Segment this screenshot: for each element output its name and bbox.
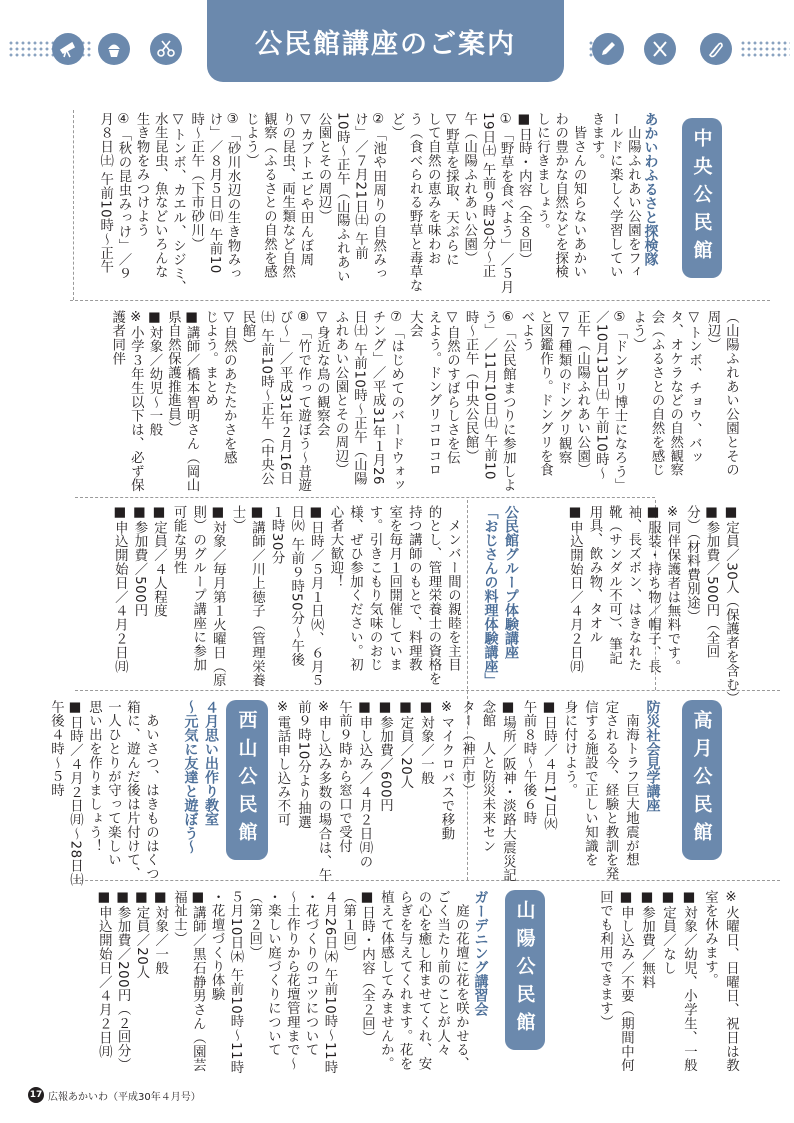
chuo-text-line: ■対象／幼児～一般: [146, 310, 162, 437]
group-course-line: ■講師／川上徳子（管理栄養: [249, 505, 265, 688]
chuo-text-line: け」／８月５日㈰ 午前10: [206, 112, 222, 274]
chuo-text-line: ▽自然のあたたかさを感: [221, 310, 237, 465]
sanyo-text-line: ■申込開始日／４月２日㈪: [96, 890, 112, 1059]
group-course-line: 室を毎月１回開催していま: [386, 505, 402, 672]
group-course-line: 様、ぜひ参加ください。初: [347, 505, 363, 672]
chuo-text-line: 月８日㈯ 午前10時～正午: [97, 112, 113, 274]
chuo-info-line: 分）（材料費別途）: [684, 505, 700, 624]
chuo-text-line: しに行きましょう。: [534, 112, 550, 238]
chuo-text-line: ④「秋の昆虫みっけ」／９: [115, 112, 131, 281]
chuo-text-line: ／10月13日㈯ 午前10時～: [593, 310, 609, 481]
chuo-text-line: 19日㈯ 午前９時30分～正: [479, 112, 495, 278]
sanyo-text-line: ・花づくりのコツについて: [303, 890, 319, 1057]
sanyo-text-line: ■定員／20人: [133, 890, 149, 980]
takatsuki-text-line: ※申し込み多数の場合は、午: [316, 700, 331, 883]
paperclip-icon: [700, 33, 732, 65]
info-line: ■参加費／無料: [639, 890, 655, 989]
takatsuki-text-line: ■場所／阪神・淡路大震災記: [500, 700, 516, 883]
divider: [70, 300, 770, 301]
telescope-icon: [52, 33, 84, 65]
sanyo-text-line: ごく当たり前のことが人々: [434, 890, 450, 1057]
info-line: 室を休みます。: [702, 890, 718, 988]
dot-pattern-right-end: [740, 40, 790, 58]
pencil-icon: [592, 33, 624, 65]
page-number: 17: [28, 1087, 44, 1103]
sanyo-text-line: ■参加費／200円（２回分）: [115, 890, 131, 1072]
chuo-text-line: ▽トンボ、カエル、シジミ、: [170, 112, 186, 295]
info-line: ■定員／なし: [660, 890, 676, 975]
sanyo-text-line: （第２回）: [246, 890, 262, 960]
takatsuki-text-line: ■参加費／600円: [377, 700, 393, 813]
chuo-text-line: ▽カブトエビや田んぼ周: [297, 112, 313, 267]
takatsuki-text-line: 南海トラフ巨大地震が想: [623, 700, 639, 867]
group-course-heading: 公民館グループ体験講座 「おじさんの料理体験講座」: [482, 505, 519, 687]
chuo-text-line: 水生昆虫、魚などいろんな: [152, 112, 168, 279]
chuo-text-line: 大会: [407, 310, 423, 338]
group-course-line: ■申込開始日／４月２日㈪: [112, 505, 128, 674]
chuo-text-line: じよう。まとめ: [202, 310, 218, 408]
chuo-text-line: ㈯ 午前10時～正午（中央公: [258, 310, 274, 486]
chuo-text-line: 10時～正午（山陽ふれあい: [334, 112, 350, 283]
sanyo-text-line: ■講師／黒石静男さん（園芸: [190, 890, 206, 1073]
group-course-line: ■対象／毎月第１火曜日（原: [210, 505, 226, 688]
takatsuki-text-line: ■定員／20人: [398, 700, 413, 790]
chuo-text-line: ▽トンボ、チョウ、バッ: [686, 310, 702, 465]
chuo-text-line: ③「砂川水辺の生き物みっ: [225, 112, 241, 281]
sanyo-text-line: ■対象／一般: [152, 890, 168, 975]
chuo-text-line: チング」／平成31年１月26: [370, 310, 386, 486]
chuo-text-line: 時～正午（下市砂川）: [188, 112, 204, 251]
nishiyama-text-line: 箱に、遊んだ後は片付けて、: [124, 700, 140, 881]
sanyo-text-line: 庭の花壇に花を咲かせる、: [453, 890, 469, 1071]
chuo-text-line: 時～正午（中央公民館）: [463, 310, 479, 463]
scissors-icon: [150, 33, 182, 65]
takatsuki-text-line: 前９時10分より抽選: [295, 700, 311, 830]
nishiyama-text-line: 一人ひとりが守って楽しい: [105, 700, 121, 867]
chuo-text-line: と図鑑作り。ドングリを食: [537, 310, 553, 477]
sanyo-label: 山陽公民館: [505, 890, 545, 1050]
sanyo-text-line: ５月10日㈭ 午前10時～11時: [227, 890, 243, 1074]
chuo-text-line: ※小学３年生以下は、必ず保: [128, 310, 144, 493]
chuo-text-line: ①「野草を食べよう」／５月: [498, 112, 514, 295]
group-course-line: ■定員／４人程度: [151, 505, 167, 618]
group-course-line: ■参加費／500円: [131, 505, 147, 618]
chuo-text-line: う」／11月10日㈯ 午前10: [481, 310, 497, 481]
chuo-info-line: ※同伴保護者は無料です。: [665, 505, 680, 674]
chuo-info-line: 用具、飲み物、タオル: [587, 505, 602, 644]
chuo-text-line: べよう: [518, 310, 534, 352]
sanyo-text-line: 福祉士）: [171, 890, 187, 946]
sanyo-text-line: 植えて体感してみませんか。: [378, 890, 394, 1071]
sanyo-text-line: ・楽しい庭づくりについて: [265, 890, 281, 1057]
info-line: 回でも利用できます）: [597, 890, 613, 1029]
takatsuki-text-line: ■申し込み／４月２日㈪の: [357, 700, 372, 869]
chuo-info-line: ■参加費／500円（全回: [704, 505, 719, 659]
chuo-text-line: ▽７種類のドングリ観察: [556, 310, 572, 465]
chuo-text-line: じよう）: [243, 112, 259, 168]
chuo-text-line: 正午（山陽ふれあい公園）: [574, 310, 590, 477]
chuo-text-line: ②「池や田周りの自然みっ: [370, 112, 386, 281]
chuo-text-line: ⑤「ドングリ博士になろう」: [611, 310, 627, 493]
nishiyama-text-line: 思い出を作りましょう！: [86, 700, 102, 853]
sanyo-text-line: ■日時・内容（全２回）: [359, 890, 375, 1045]
chuo-text-line: よう）: [630, 310, 646, 352]
chuo-text-line: ど）: [388, 112, 404, 140]
publication-name: 広報あかいわ（平成30年４月号）: [48, 1091, 201, 1103]
chuo-text-line: 護者同伴: [109, 310, 125, 366]
divider: [75, 690, 780, 691]
chuo-text-line: 山陽ふれあい公園をフィ: [625, 112, 641, 279]
footer: [28, 1087, 201, 1103]
info-line: ■対象／幼児、小学生、一般: [681, 890, 697, 1073]
takatsuki-text-line: ■対象／一般: [418, 700, 434, 785]
chuo-text-line: 観察（ふるさとの自然を感: [261, 112, 277, 279]
group-course-line: 日㈫ 午前９時50分～午後: [288, 505, 304, 667]
chuo-text-line: 生き物をみつけよう: [134, 112, 150, 238]
fork-knife-icon: [644, 33, 676, 65]
sanyo-text-line: ４月26日㈭ 午前10時～11時: [321, 890, 337, 1074]
group-course-line: 則）のグループ講座に参加: [190, 505, 206, 672]
chuo-heading: あかいわふるさと探検隊: [642, 112, 659, 266]
sanyo-text-line: の心を癒し和ませてくれ、安: [415, 890, 431, 1071]
chuo-text-line: タ、オケラなどの自然観察: [667, 310, 683, 477]
chuo-text-line: えよう。ドングリコロコロ: [425, 310, 441, 477]
info-line: ■申し込み／不要（期間中何: [618, 890, 634, 1073]
chuo-text-line: りの昆虫、両生類など自然: [279, 112, 295, 279]
group-course-line: す。引きこもり気味のおじ: [367, 505, 383, 672]
chuo-text-line: 日㈯ 午前10時～正午（山陽: [351, 310, 367, 486]
chuo-text-line: （山陽ふれあい公園とその: [723, 310, 739, 477]
chuo-text-line: う（食べられる野草と毒草な: [407, 112, 423, 293]
info-line: ※火曜日、日曜日、祝日は教: [723, 890, 739, 1073]
page-title: 公民館講座のご案内: [207, 0, 564, 82]
group-course-line: メンバー間の親睦を主目: [445, 505, 461, 672]
nishiyama-text-line: 午後４時～５時: [48, 700, 64, 798]
takatsuki-text-line: 定される今、経験と教訓を発: [603, 700, 618, 881]
group-course-line: 士）: [229, 505, 245, 533]
takatsuki-text-line: ※電話申し込み不可: [275, 700, 290, 827]
chuo-text-line: ■日時・内容（全８回）: [516, 112, 532, 267]
nishiyama-text-line: あいさつ、はきものはくつ: [143, 700, 159, 881]
takatsuki-label: 高月公民館: [682, 700, 722, 860]
chuo-text-line: 会（ふるさとの自然を感じ: [649, 310, 665, 477]
group-course-line: 持つ講師のもとで、料理教: [406, 505, 422, 672]
nishiyama-heading: ４月思い出作り教室 ～元気に友達と遊ぼう～: [182, 700, 219, 854]
chuo-text-line: け」／７月21日㈯ 午前: [352, 112, 368, 260]
chuo-text-line: ■講師／橋本智明さん（岡山: [184, 310, 200, 493]
chuo-text-line: 県自然保護推進員）: [165, 310, 181, 436]
divider: [75, 497, 655, 498]
chuo-text-line: ふれあい公園とその周辺）: [332, 310, 348, 477]
chuo-text-line: ⑧「竹で作って遊ぼう～昔遊: [295, 310, 311, 493]
chuo-text-line: 公園とその周辺）: [316, 112, 332, 224]
takatsuki-text-line: ター（神戸市）: [459, 700, 475, 798]
chuo-text-line: ▽野草を採取、天ぷらに: [443, 112, 459, 267]
cupcake-icon: [98, 33, 130, 65]
nishiyama-label: 西山公民館: [226, 700, 268, 860]
chuo-text-line: きます。: [589, 112, 605, 168]
sanyo-text-line: ～土作りから花壇管理まで～: [284, 890, 300, 1071]
sanyo-text-line: らぎを与えてくれます。花を: [397, 890, 413, 1071]
chuo-info-line: ■服装・持ち物／帽子、長: [645, 505, 661, 674]
group-course-line: 可能な男性: [171, 505, 187, 575]
takatsuki-text-line: 信する施設で正しい知識を: [582, 700, 598, 867]
nishiyama-text-line: ■日時／４月２日㈪～28日㈯: [67, 700, 83, 887]
chuo-text-line: 午（山陽ふれあい公園）: [461, 112, 477, 265]
takatsuki-text-line: ■日時／４月17日㈫: [541, 700, 557, 831]
takatsuki-text-line: 身に付けよう。: [562, 700, 577, 798]
header: [0, 0, 794, 100]
takatsuki-text-line: 午前８時～午後６時: [521, 700, 536, 826]
chuo-text-line: ⑥「公民館まつりに参加しよ: [500, 310, 516, 493]
group-course-line: 心者大歓迎！: [327, 505, 343, 589]
group-course-line: ■日時／５月１日㈫、６月５: [308, 505, 324, 688]
group-course-line: １時30分: [269, 505, 285, 565]
chuo-text-line: び～」／平成31年２月16日: [277, 310, 293, 486]
sanyo-text-line: ・花壇づくり体験: [209, 890, 225, 1002]
chuo-text-line: 民館）: [239, 310, 255, 352]
chuo-info-line: 靴（サンダル不可）、筆記: [606, 505, 622, 666]
chuo-text-line: ールドに楽しく学習してい: [607, 112, 623, 279]
chuo-text-line: ▽自然のすばらしさを伝: [444, 310, 460, 465]
takatsuki-text-line: 念館 人と防災未来セン: [480, 700, 495, 853]
chuo-label: 中央公民館: [682, 118, 722, 278]
takatsuki-heading: 防災社会見学講座: [644, 700, 661, 812]
chuo-text-line: 周辺）: [704, 310, 720, 352]
chuo-text-line: ▽身近な鳥の観察会: [314, 310, 330, 437]
divider: [467, 500, 468, 880]
divider: [75, 880, 780, 881]
divider: [73, 110, 74, 300]
chuo-info-line: 袖、長ズボン、はきなれた: [626, 505, 641, 672]
sanyo-heading: ガーデニング講習会: [472, 890, 489, 1016]
group-course-line: 的とし、管理栄養士の資格を: [425, 505, 441, 686]
sanyo-text-line: （第１回）: [340, 890, 356, 960]
chuo-text-line: わの豊かな自然などを探検: [552, 112, 568, 279]
chuo-text-line: して自然の恵みを味わお: [425, 112, 441, 265]
chuo-text-line: 皆さんの知らないあかい: [570, 112, 586, 279]
takatsuki-text-line: ※マイクロバスで移動: [439, 700, 454, 841]
chuo-info-line: ■定員／30人（保護者を含む）: [723, 505, 739, 706]
takatsuki-text-line: 午前９時から窓口で受付: [336, 700, 352, 853]
chuo-text-line: ⑦「はじめてのバードウォッ: [388, 310, 404, 493]
chuo-info-line: ■申込開始日／４月２日㈪: [567, 505, 583, 674]
